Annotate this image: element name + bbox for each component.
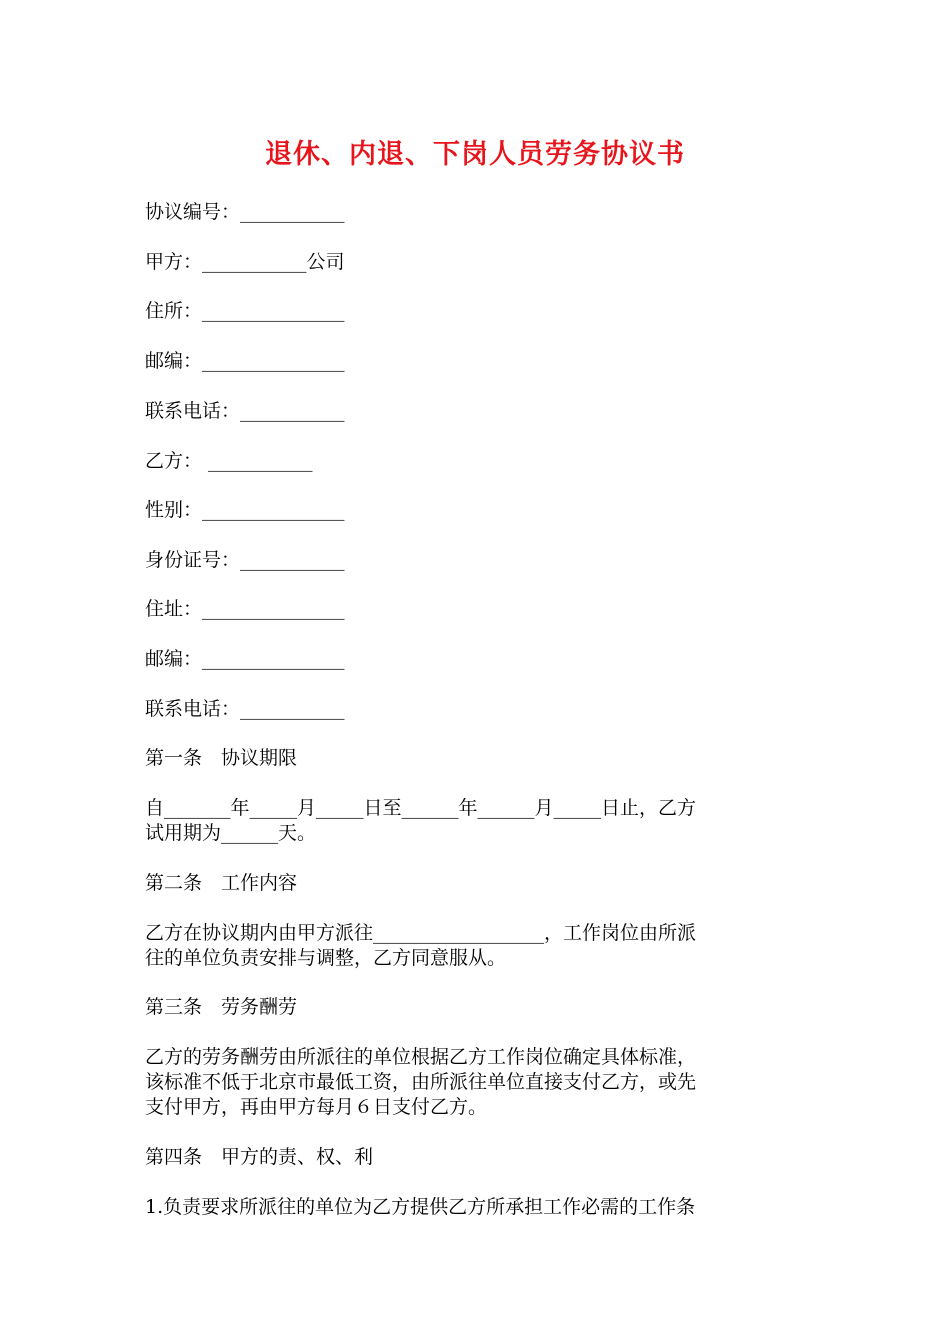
article-3-line: 该标准不低于北京市最低工资，由所派往单位直接支付乙方，或先 bbox=[145, 1071, 697, 1093]
article-1-body bbox=[145, 796, 810, 846]
field-party-b-postcode: 邮编：_______________ bbox=[145, 648, 345, 670]
article-4-line: 1.负责要求所派往的单位为乙方提供乙方所承担工作必需的工作条 bbox=[145, 1196, 696, 1218]
article-3-line: 乙方的劳务酬劳由所派往的单位根据乙方工作岗位确定具体标准， bbox=[145, 1046, 697, 1068]
article-2-line: 往的单位负责安排与调整，乙方同意服从。 bbox=[145, 947, 507, 969]
article-2-heading: 第二条 工作内容 bbox=[145, 872, 298, 894]
field-party-a-address: 住所：_______________ bbox=[145, 300, 345, 322]
article-3-body bbox=[145, 1045, 810, 1120]
field-party-b-phone: 联系电话：___________ bbox=[145, 698, 345, 720]
article-1-heading: 第一条 协议期限 bbox=[145, 747, 298, 769]
article-3-heading: 第三条 劳务酬劳 bbox=[145, 996, 298, 1018]
field-id-number: 身份证号：___________ bbox=[145, 549, 345, 571]
article-1-line: 自_______年_____月_____日至______年______月_____日止，乙方 bbox=[145, 797, 697, 819]
field-gender: 性别：_______________ bbox=[145, 499, 345, 521]
field-agreement-number: 协议编号：___________ bbox=[145, 201, 345, 223]
field-party-a: 甲方：___________公司 bbox=[145, 251, 345, 273]
article-1-line: 试用期为______天。 bbox=[145, 822, 317, 844]
field-party-b-address: 住址：_______________ bbox=[145, 598, 345, 620]
field-party-b: 乙方： ___________ bbox=[145, 450, 313, 472]
article-2-line: 乙方在协议期内由甲方派往__________________，工作岗位由所派 bbox=[145, 922, 697, 944]
article-3-line: 支付甲方，再由甲方每月６日支付乙方。 bbox=[145, 1096, 488, 1118]
field-party-a-postcode: 邮编：_______________ bbox=[145, 350, 345, 372]
article-4-body bbox=[145, 1195, 810, 1220]
article-4-heading: 第四条 甲方的责、权、利 bbox=[145, 1146, 374, 1168]
document-title: 退休、内退、下岗人员劳务协议书 bbox=[265, 139, 685, 170]
field-party-a-phone: 联系电话：___________ bbox=[145, 400, 345, 422]
article-2-body bbox=[145, 921, 810, 971]
